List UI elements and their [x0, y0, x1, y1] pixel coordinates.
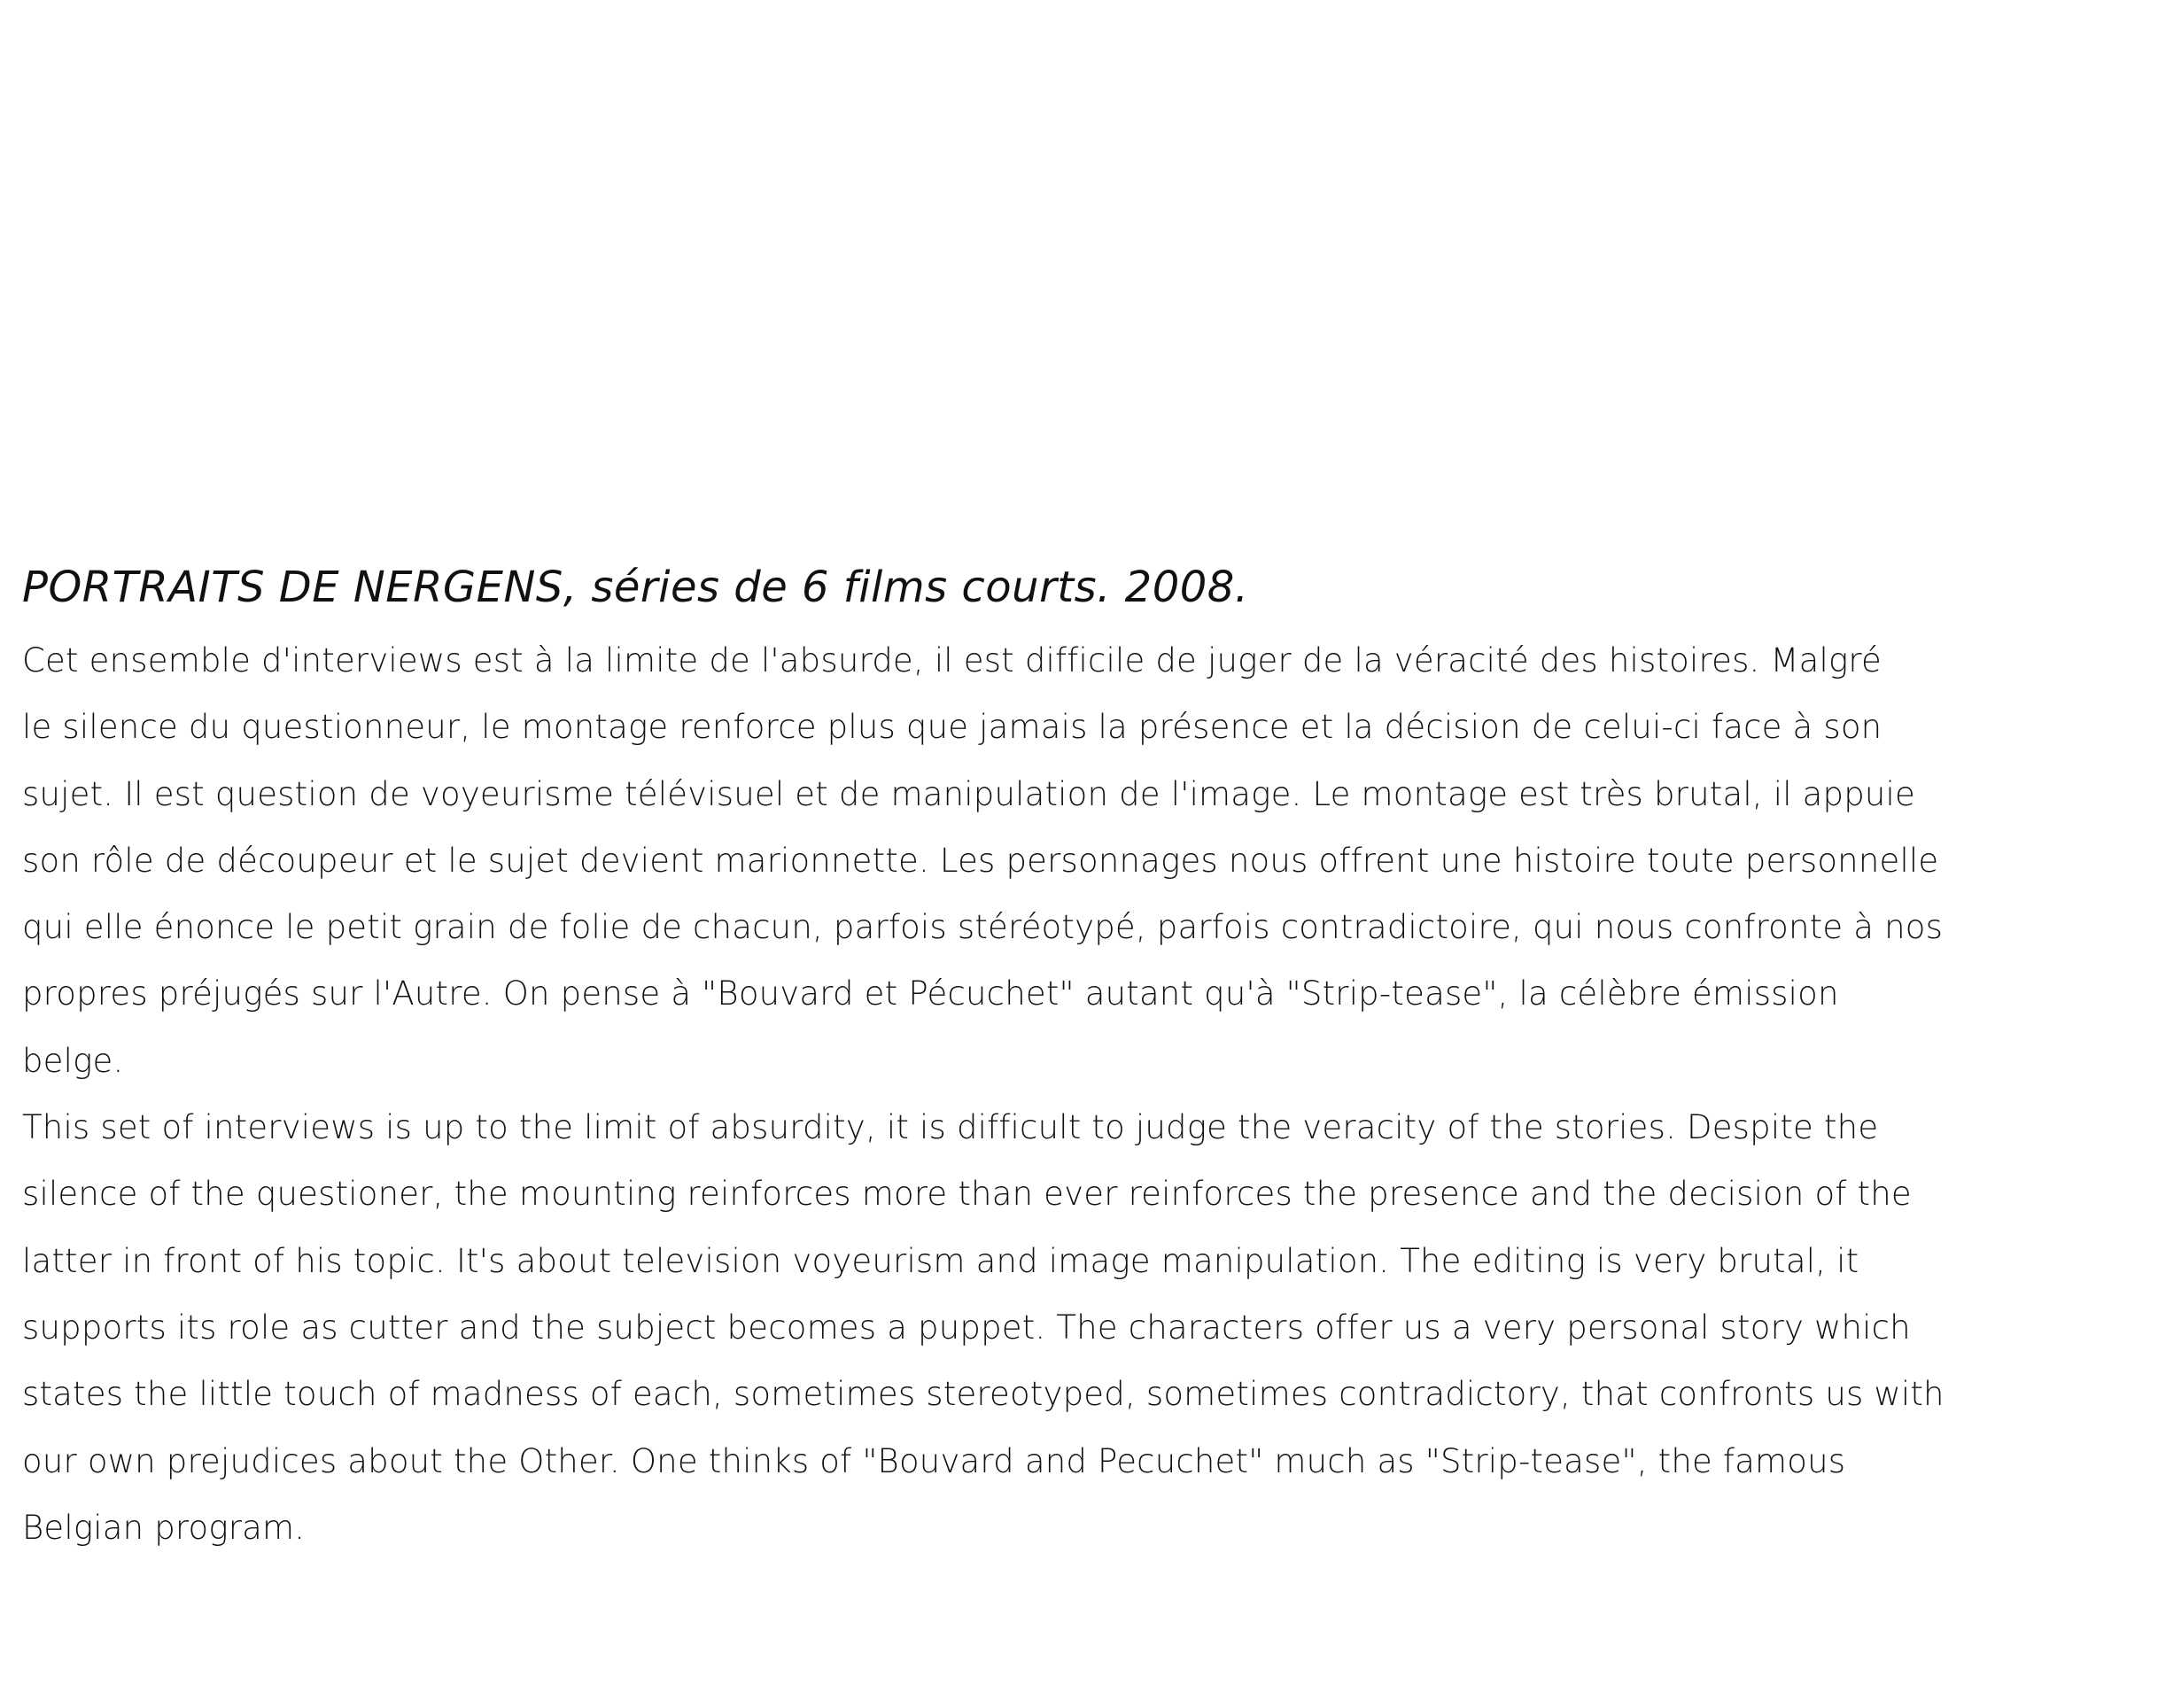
french-line: sujet. Il est question de voyeurisme télévisuel et de manipulation de l'image. Le montage est très brutal, il appuie [22, 774, 1915, 813]
english-line: supports its role as cutter and the subject becomes a puppet. The characters offer us a very personal story which [22, 1308, 1911, 1347]
english-line: silence of the questioner, the mounting reinforces more than ever reinforces the presence and the decision of the [22, 1175, 1912, 1214]
french-line: le silence du questionneur, le montage renforce plus que jamais la présence et la décision de celui-ci face à son [22, 708, 1882, 747]
english-line: our own prejudices about the Other. One thinks of "Bouvard and Pecuchet" much as "Strip-tease", the famous [22, 1441, 1846, 1480]
english-line: This set of interviews is up to the limit of absurdity, it is difficult to judge the veracity of the stories. Despite the [22, 1108, 1879, 1147]
french-line: qui elle énonce le petit grain de folie de chacun, parfois stéréotypé, parfois contradictoire, qui nous confronte à nos [22, 908, 1944, 947]
english-description [22, 1094, 2153, 1561]
text-block [22, 547, 2153, 1561]
french-description [22, 627, 2153, 1094]
english-line: Belgian program. [22, 1508, 306, 1547]
english-line: states the little touch of madness of each, sometimes stereotyped, sometimes contradictory, that confronts us with [22, 1375, 1945, 1414]
french-line: Cet ensemble d'interviews est à la limite de l'absurde, il est difficile de juger de la véracité des histoires. Malgré [22, 641, 1882, 679]
english-line: latter in front of his topic. It's about television voyeurism and image manipulation. The editing is very brutal, it [22, 1241, 1859, 1280]
page-title: PORTRAITS DE NERGENS, séries de 6 films courts. 2008. [22, 563, 1249, 612]
french-line: belge. [22, 1041, 124, 1080]
french-line: son rôle de découpeur et le sujet devient marionnette. Les personnages nous offrent une histoire toute personnelle [22, 841, 1939, 880]
french-line: propres préjugés sur l'Autre. On pense à "Bouvard et Pécuchet" autant qu'à "Strip-tease", la célèbre émission [22, 974, 1839, 1013]
